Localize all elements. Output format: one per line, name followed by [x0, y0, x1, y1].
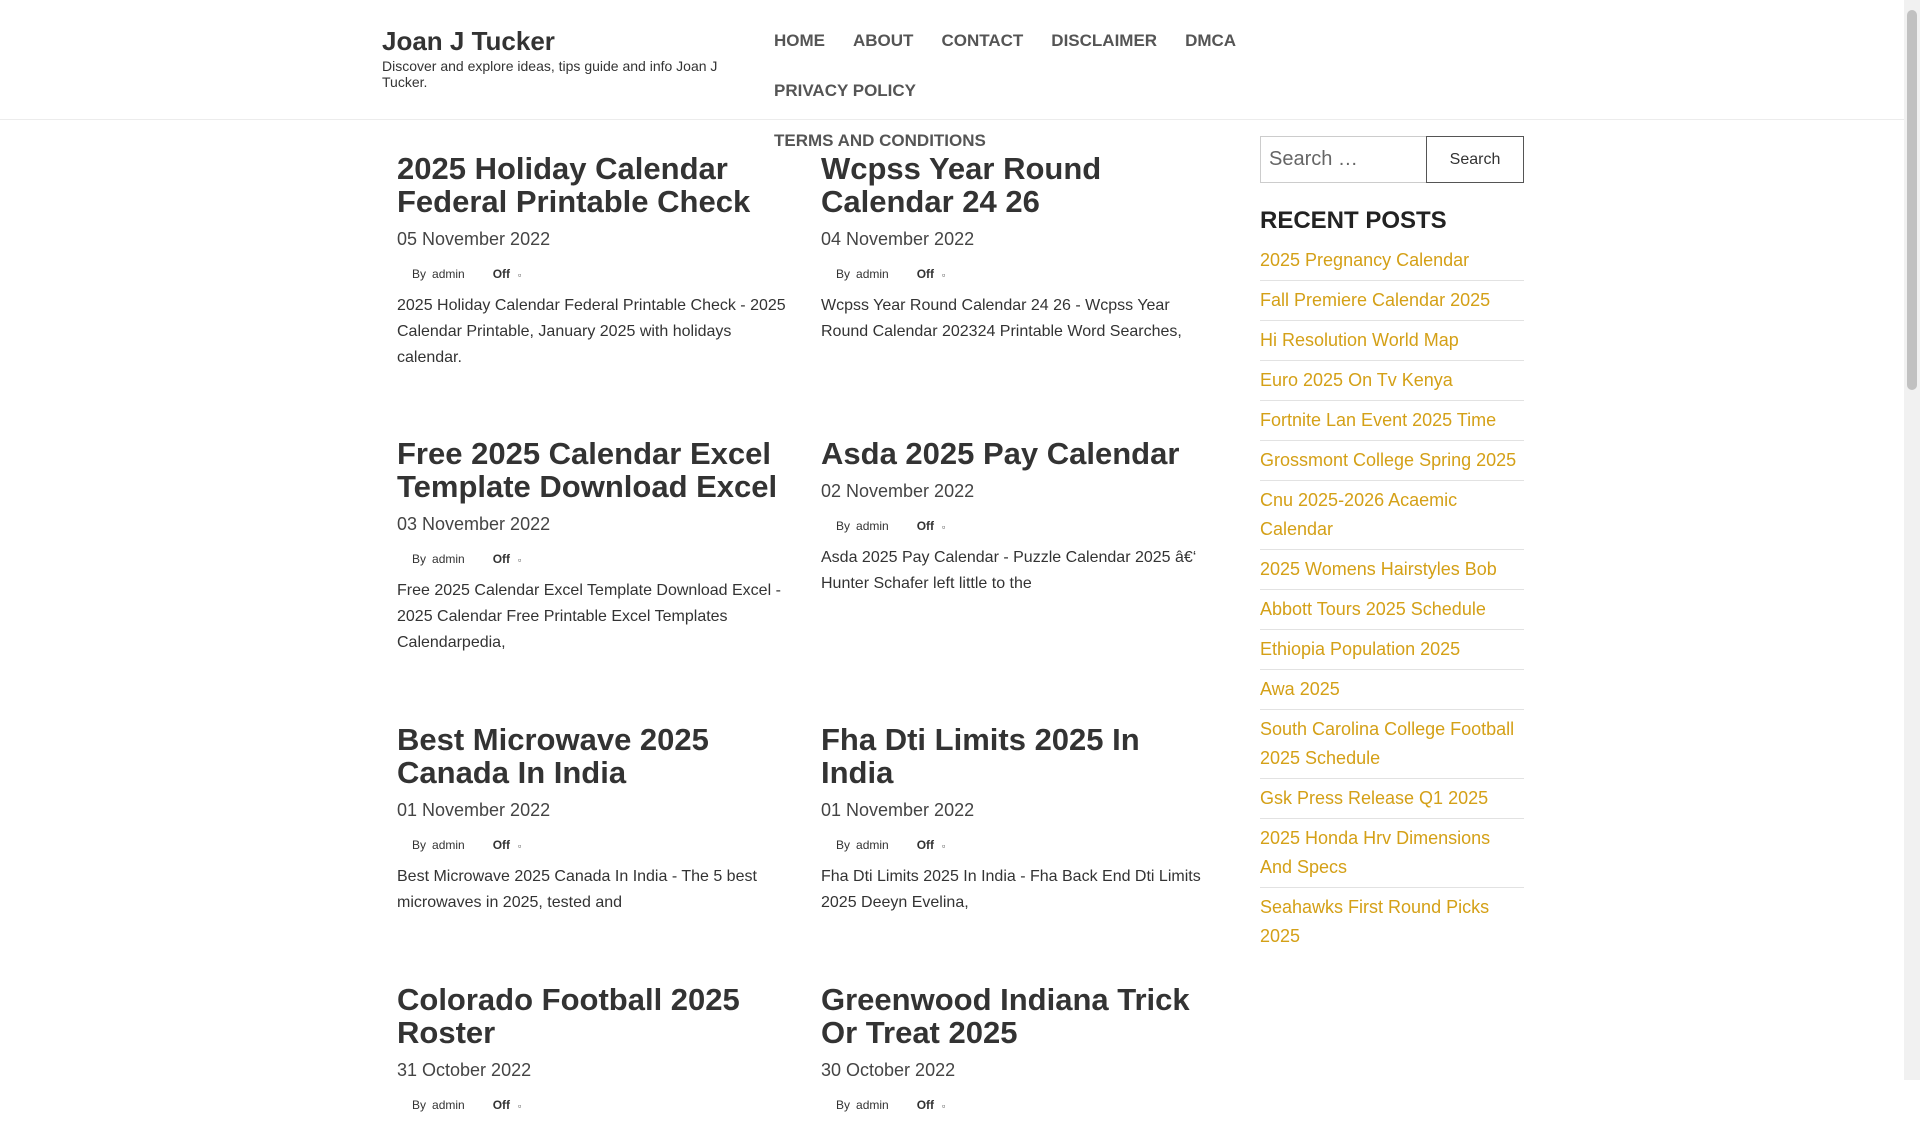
- post-card: [397, 152, 792, 371]
- comment-icon: ▫: [942, 841, 946, 851]
- recent-post-link[interactable]: Seahawks First Round Picks 2025: [1260, 897, 1490, 946]
- list-item: [1260, 670, 1524, 710]
- list-item: [1260, 321, 1524, 361]
- recent-post-link[interactable]: Euro 2025 On Tv Kenya: [1260, 370, 1453, 390]
- post-title[interactable]: Colorado Football 2025 Roster: [397, 982, 740, 1050]
- by-label: By: [836, 267, 851, 281]
- post-meta: [821, 838, 1216, 853]
- post-author[interactable]: admin: [432, 267, 465, 281]
- post-author[interactable]: admin: [432, 838, 465, 852]
- recent-post-link[interactable]: Grossmont College Spring 2025: [1260, 450, 1517, 470]
- recent-post-link[interactable]: 2025 Honda Hrv Dimensions And Specs: [1260, 828, 1491, 877]
- comments-status: Off: [492, 267, 511, 281]
- post-author[interactable]: admin: [432, 1098, 465, 1112]
- sidebar: [1260, 136, 1524, 956]
- by-label: By: [412, 267, 427, 281]
- comments-status: Off: [492, 1098, 511, 1112]
- list-item: [1260, 710, 1524, 779]
- nav-contact[interactable]: CONTACT: [941, 31, 1024, 50]
- site-description: Discover and explore ideas, tips guide and info Joan J Tucker.: [382, 58, 718, 90]
- post-date[interactable]: 03 November 2022: [397, 514, 551, 534]
- comments-status: Off: [916, 838, 935, 852]
- recent-post-link[interactable]: Fall Premiere Calendar 2025: [1260, 290, 1491, 310]
- post-author[interactable]: admin: [432, 552, 465, 566]
- post-author[interactable]: admin: [856, 1098, 889, 1112]
- post-title[interactable]: Free 2025 Calendar Excel Template Download Excel: [397, 436, 778, 504]
- post-card: [821, 437, 1216, 597]
- by-label: By: [412, 552, 427, 566]
- list-item: [1260, 481, 1524, 550]
- comments-status: Off: [916, 519, 935, 533]
- post-title[interactable]: Asda 2025 Pay Calendar: [821, 436, 1180, 471]
- post-date[interactable]: 02 November 2022: [821, 481, 975, 501]
- comment-icon: ▫: [518, 270, 522, 280]
- search-input[interactable]: [1260, 136, 1426, 183]
- scrollbar-thumb[interactable]: [1907, 10, 1917, 390]
- post-excerpt: 2025 Holiday Calendar Federal Printable Check - 2025 Calendar Printable, January 2025 with holidays calendar.: [397, 297, 786, 366]
- post-title[interactable]: Greenwood Indiana Trick Or Treat 2025: [821, 982, 1190, 1050]
- list-item: [1260, 361, 1524, 401]
- post-excerpt: Best Microwave 2025 Canada In India - The 5 best microwaves in 2025, tested and: [397, 868, 757, 911]
- recent-post-link[interactable]: Cnu 2025-2026 Acaemic Calendar: [1260, 490, 1458, 539]
- post-meta: [397, 552, 792, 567]
- comment-icon: ▫: [942, 1101, 946, 1111]
- list-item: [1260, 819, 1524, 888]
- post-meta: [397, 1098, 792, 1113]
- search-form: [1260, 136, 1524, 183]
- search-button[interactable]: Search: [1426, 136, 1524, 183]
- by-label: By: [412, 1098, 427, 1112]
- list-item: [1260, 241, 1524, 281]
- post-card: [821, 983, 1216, 1124]
- post-meta: [821, 267, 1216, 282]
- list-item: [1260, 401, 1524, 441]
- comment-icon: ▫: [518, 1101, 522, 1111]
- nav-about[interactable]: ABOUT: [853, 31, 914, 50]
- post-excerpt: Fha Dti Limits 2025 In India - Fha Back End Dti Limits 2025 Deeyn Evelina,: [821, 868, 1201, 911]
- page-scrollbar[interactable]: [1904, 0, 1920, 1080]
- post-card: [397, 983, 792, 1124]
- post-title[interactable]: Fha Dti Limits 2025 In India: [821, 722, 1140, 790]
- site-title[interactable]: Joan J Tucker: [382, 26, 555, 56]
- post-excerpt: Wcpss Year Round Calendar 24 26 - Wcpss Year Round Calendar 202324 Printable Word Searches,: [821, 297, 1182, 340]
- post-card: [397, 437, 792, 656]
- recent-post-link[interactable]: Awa 2025: [1260, 679, 1340, 699]
- list-item: [1260, 590, 1524, 630]
- by-label: By: [836, 1098, 851, 1112]
- post-author[interactable]: admin: [856, 267, 889, 281]
- comment-icon: ▫: [942, 522, 946, 532]
- nav-dmca[interactable]: DMCA: [1185, 31, 1237, 50]
- post-meta: [821, 519, 1216, 534]
- site-header: [0, 0, 1904, 150]
- list-item: [1260, 281, 1524, 321]
- comments-status: Off: [916, 267, 935, 281]
- post-date[interactable]: 01 November 2022: [397, 800, 551, 820]
- nav-terms-and-conditions[interactable]: TERMS AND CONDITIONS: [774, 131, 986, 150]
- by-label: By: [412, 838, 427, 852]
- post-meta: [821, 1098, 1216, 1113]
- list-item: [1260, 441, 1524, 481]
- post-date[interactable]: 01 November 2022: [821, 800, 975, 820]
- recent-posts-list: [1260, 241, 1524, 956]
- by-label: By: [836, 519, 851, 533]
- comments-status: Off: [916, 1098, 935, 1112]
- post-author[interactable]: admin: [856, 519, 889, 533]
- post-title[interactable]: 2025 Holiday Calendar Federal Printable Check: [397, 151, 751, 219]
- list-item: [1260, 779, 1524, 819]
- recent-posts-title: RECENT POSTS: [1260, 207, 1447, 234]
- comment-icon: ▫: [518, 841, 522, 851]
- post-meta: [397, 838, 792, 853]
- comments-status: Off: [492, 552, 511, 566]
- post-title[interactable]: Wcpss Year Round Calendar 24 26: [821, 151, 1102, 219]
- post-author[interactable]: admin: [856, 838, 889, 852]
- recent-post-link[interactable]: Gsk Press Release Q1 2025: [1260, 788, 1489, 808]
- post-card: [821, 152, 1216, 345]
- comment-icon: ▫: [942, 270, 946, 280]
- post-date[interactable]: 30 October 2022: [821, 1060, 956, 1080]
- post-meta: [397, 267, 792, 282]
- by-label: By: [836, 838, 851, 852]
- site-branding: [382, 26, 742, 90]
- list-item: [1260, 550, 1524, 590]
- nav-privacy-policy[interactable]: PRIVACY POLICY: [774, 81, 917, 100]
- post-excerpt: Asda 2025 Pay Calendar - Puzzle Calendar 2025 â€‘ Hunter Schafer left little to the: [821, 549, 1197, 592]
- post-date[interactable]: 04 November 2022: [821, 229, 975, 249]
- post-title[interactable]: Best Microwave 2025 Canada In India: [397, 722, 709, 790]
- comment-icon: ▫: [518, 555, 522, 565]
- nav-home[interactable]: HOME: [774, 31, 825, 50]
- recent-post-link[interactable]: Abbott Tours 2025 Schedule: [1260, 599, 1486, 619]
- recent-post-link[interactable]: Hi Resolution World Map: [1260, 330, 1459, 350]
- list-item: [1260, 888, 1524, 956]
- post-date[interactable]: 31 October 2022: [397, 1060, 532, 1080]
- post-card: [821, 723, 1216, 916]
- recent-post-link[interactable]: 2025 Womens Hairstyles Bob: [1260, 559, 1497, 579]
- post-card: [397, 723, 792, 916]
- recent-post-link[interactable]: Ethiopia Population 2025: [1260, 639, 1461, 659]
- post-excerpt: Free 2025 Calendar Excel Template Download Excel - 2025 Calendar Free Printable Excel Templates Calendarpedia,: [397, 582, 781, 651]
- post-date[interactable]: 05 November 2022: [397, 229, 551, 249]
- recent-post-link[interactable]: South Carolina College Football 2025 Schedule: [1260, 719, 1515, 768]
- nav-disclaimer[interactable]: DISCLAIMER: [1051, 31, 1158, 50]
- comments-status: Off: [492, 838, 511, 852]
- recent-post-link[interactable]: 2025 Pregnancy Calendar: [1260, 250, 1470, 270]
- list-item: [1260, 630, 1524, 670]
- recent-post-link[interactable]: Fortnite Lan Event 2025 Time: [1260, 410, 1497, 430]
